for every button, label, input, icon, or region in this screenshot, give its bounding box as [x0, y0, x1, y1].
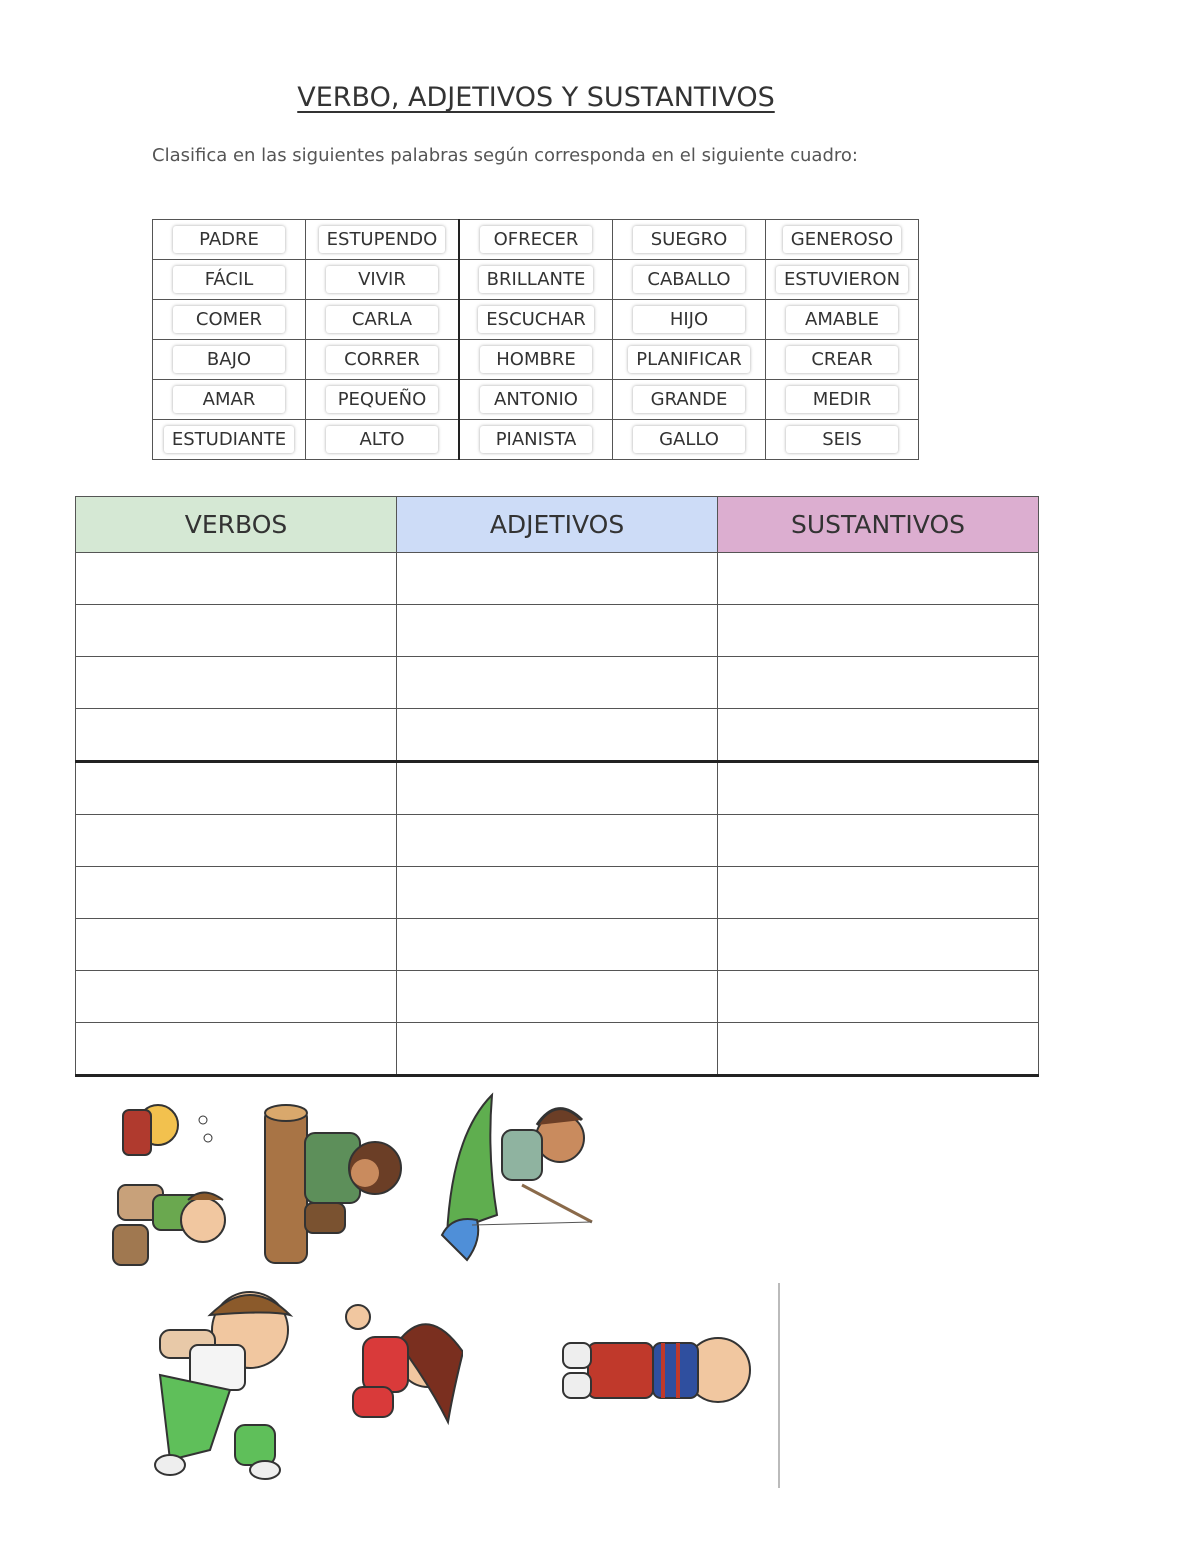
- word-bank-row: [153, 220, 919, 260]
- column-header-adjetivos: ADJETIVOS: [397, 497, 718, 553]
- word-chip[interactable]: CABALLO: [633, 266, 745, 293]
- word-chip[interactable]: HIJO: [633, 306, 745, 333]
- word-cell: [306, 420, 460, 460]
- answer-cell[interactable]: [718, 762, 1039, 815]
- answer-cell[interactable]: [76, 762, 397, 815]
- word-cell: [459, 420, 613, 460]
- word-cell: [153, 300, 306, 340]
- answer-cell[interactable]: [397, 657, 718, 709]
- answer-cell[interactable]: [718, 971, 1039, 1023]
- word-chip[interactable]: ESTUPENDO: [319, 226, 446, 253]
- answer-row: [76, 605, 1039, 657]
- word-chip[interactable]: PLANIFICAR: [628, 346, 749, 373]
- word-cell: [153, 260, 306, 300]
- answer-row: [76, 762, 1039, 815]
- answer-cell[interactable]: [718, 815, 1039, 867]
- answer-row: [76, 657, 1039, 709]
- child-playing-icon: [343, 1302, 463, 1432]
- word-chip[interactable]: SUEGRO: [633, 226, 745, 253]
- divider-line: [778, 1283, 780, 1488]
- word-bank-row: [153, 380, 919, 420]
- answer-cell[interactable]: [397, 553, 718, 605]
- answer-row: [76, 1023, 1039, 1076]
- word-cell: [766, 260, 919, 300]
- answer-cell[interactable]: [718, 919, 1039, 971]
- word-chip[interactable]: ESCUCHAR: [478, 306, 593, 333]
- word-chip[interactable]: SEIS: [786, 426, 898, 453]
- word-cell: [613, 300, 766, 340]
- column-header-verbos: VERBOS: [76, 497, 397, 553]
- word-cell: [306, 380, 460, 420]
- answer-cell[interactable]: [397, 815, 718, 867]
- answer-cell[interactable]: [397, 1023, 718, 1076]
- word-chip[interactable]: GRANDE: [633, 386, 745, 413]
- word-bank-table: [152, 219, 919, 460]
- word-bank-row: [153, 300, 919, 340]
- answer-cell[interactable]: [718, 605, 1039, 657]
- answer-cell[interactable]: [76, 605, 397, 657]
- word-chip[interactable]: CREAR: [786, 346, 898, 373]
- word-cell: [613, 340, 766, 380]
- instructions: Clasifica en las siguientes palabras según corresponda en el siguiente cuadro:: [152, 145, 858, 166]
- word-cell: [613, 420, 766, 460]
- word-chip[interactable]: GALLO: [633, 426, 745, 453]
- answer-cell[interactable]: [718, 867, 1039, 919]
- answer-cell[interactable]: [397, 919, 718, 971]
- answer-row: [76, 971, 1039, 1023]
- answer-cell[interactable]: [718, 709, 1039, 762]
- answer-cell[interactable]: [397, 605, 718, 657]
- word-chip[interactable]: PIANISTA: [480, 426, 592, 453]
- answer-row: [76, 553, 1039, 605]
- child-fishing-icon: [432, 1090, 597, 1275]
- word-cell: [153, 340, 306, 380]
- word-chip[interactable]: ALTO: [326, 426, 438, 453]
- word-chip[interactable]: OFRECER: [480, 226, 592, 253]
- word-cell: [766, 380, 919, 420]
- word-chip[interactable]: BAJO: [173, 346, 285, 373]
- answer-row: [76, 867, 1039, 919]
- column-header-sustantivos: SUSTANTIVOS: [718, 497, 1039, 553]
- page-title: VERBO, ADJETIVOS Y SUSTANTIVOS: [297, 82, 775, 113]
- word-chip[interactable]: ANTONIO: [480, 386, 592, 413]
- word-chip[interactable]: PEQUEÑO: [326, 386, 438, 413]
- word-cell: [766, 420, 919, 460]
- answer-row: [76, 919, 1039, 971]
- word-cell: [766, 340, 919, 380]
- answer-cell[interactable]: [718, 553, 1039, 605]
- word-cell: [613, 380, 766, 420]
- answer-cell[interactable]: [76, 919, 397, 971]
- word-cell: [613, 260, 766, 300]
- word-chip[interactable]: COMER: [173, 306, 285, 333]
- word-chip[interactable]: CORRER: [326, 346, 438, 373]
- word-cell: [459, 260, 613, 300]
- word-chip[interactable]: GENEROSO: [783, 226, 901, 253]
- word-chip[interactable]: BRILLANTE: [479, 266, 594, 293]
- word-cell: [153, 420, 306, 460]
- word-bank-row: [153, 340, 919, 380]
- answer-row: [76, 709, 1039, 762]
- word-bank-row: [153, 420, 919, 460]
- word-cell: [459, 340, 613, 380]
- word-cell: [766, 220, 919, 260]
- word-cell: [306, 220, 460, 260]
- answer-cell[interactable]: [76, 1023, 397, 1076]
- answer-cell[interactable]: [397, 762, 718, 815]
- word-chip[interactable]: MEDIR: [786, 386, 898, 413]
- word-chip[interactable]: VIVIR: [326, 266, 438, 293]
- word-cell: [306, 260, 460, 300]
- word-cell: [306, 340, 460, 380]
- answer-cell[interactable]: [76, 971, 397, 1023]
- word-chip[interactable]: AMABLE: [786, 306, 898, 333]
- word-chip[interactable]: ESTUDIANTE: [164, 426, 294, 453]
- classification-table: [75, 496, 1039, 1077]
- word-cell: [613, 220, 766, 260]
- answer-cell[interactable]: [718, 1023, 1039, 1076]
- answer-cell[interactable]: [397, 867, 718, 919]
- word-cell: [459, 300, 613, 340]
- child-lying-down-icon: [558, 1318, 753, 1413]
- word-chip[interactable]: PADRE: [173, 226, 285, 253]
- word-cell: [306, 300, 460, 340]
- answer-cell[interactable]: [76, 657, 397, 709]
- answer-cell[interactable]: [397, 971, 718, 1023]
- answer-cell[interactable]: [76, 815, 397, 867]
- child-jumping-icon: [150, 1285, 300, 1480]
- answer-cell[interactable]: [718, 657, 1039, 709]
- word-bank-row: [153, 260, 919, 300]
- child-with-log-icon: [260, 1103, 410, 1268]
- word-chip[interactable]: CARLA: [326, 306, 438, 333]
- answer-cell[interactable]: [397, 709, 718, 762]
- answer-cell[interactable]: [76, 709, 397, 762]
- word-cell: [459, 380, 613, 420]
- answer-row: [76, 815, 1039, 867]
- word-cell: [766, 300, 919, 340]
- answer-cell[interactable]: [76, 553, 397, 605]
- child-blowing-dandelion-icon: [108, 1100, 228, 1270]
- word-cell: [153, 380, 306, 420]
- word-cell: [153, 220, 306, 260]
- word-chip[interactable]: AMAR: [173, 386, 285, 413]
- answer-cell[interactable]: [76, 867, 397, 919]
- word-cell: [459, 220, 613, 260]
- word-chip[interactable]: ESTUVIERON: [776, 266, 908, 293]
- word-chip[interactable]: FÁCIL: [173, 266, 285, 293]
- word-chip[interactable]: HOMBRE: [480, 346, 592, 373]
